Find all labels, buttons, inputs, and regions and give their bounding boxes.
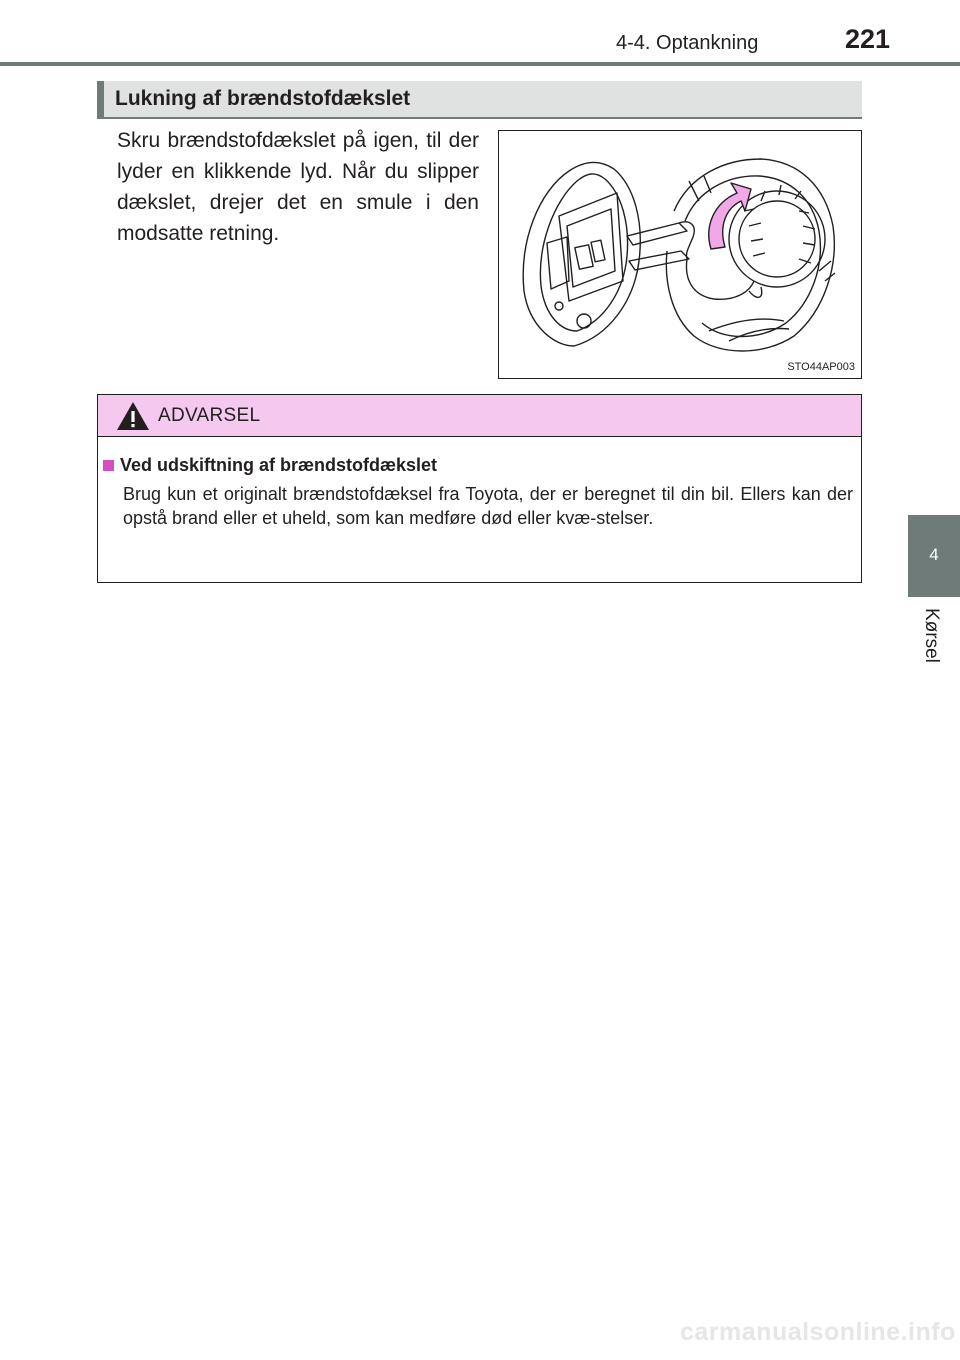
section-body: Skru brændstofdækslet på igen, til der lyder en klikkende lyd. Når du slipper dækslet, drejer det en smule i den modsatte retning. [117,129,479,245]
bullet-square-icon [103,460,114,471]
header-rule [0,62,960,66]
heading-accent [97,81,104,117]
watermark: carmanualsonline.info [680,1318,956,1346]
chapter-tab [908,515,960,597]
fuel-door-outer [523,162,640,346]
hinge-arm [627,223,687,245]
warning-header [98,395,861,437]
section-label: 4-4. Optankning [616,32,759,54]
section-heading-bar [97,81,862,119]
warning-body: Brug kun et originalt brændstofdæksel fra Toyota, der er beregnet til din bil. Ellers kan der opstå brand eller et uheld, som kan medføre død eller kvæ-stelser. [123,484,853,528]
warning-triangle-icon [115,400,151,432]
figure-code: STO44AP003 [787,361,855,373]
warning-box [97,394,862,583]
page-number: 221 [845,24,891,54]
chapter-title: Kørsel [921,608,942,663]
chapter-title-wrap [912,608,952,688]
fuel-cap-illustration [498,130,862,379]
section-heading: Lukning af brændstofdækslet [115,87,411,110]
filler-housing-outer [666,159,834,351]
fuel-door-drawing [499,131,861,378]
warning-subtitle: Ved udskiftning af brændstofdækslet [120,455,438,475]
rotation-arrow [709,183,751,249]
cap-tether [686,259,754,299]
chapter-number: 4 [929,545,939,564]
warning-title: ADVARSEL [158,405,261,426]
